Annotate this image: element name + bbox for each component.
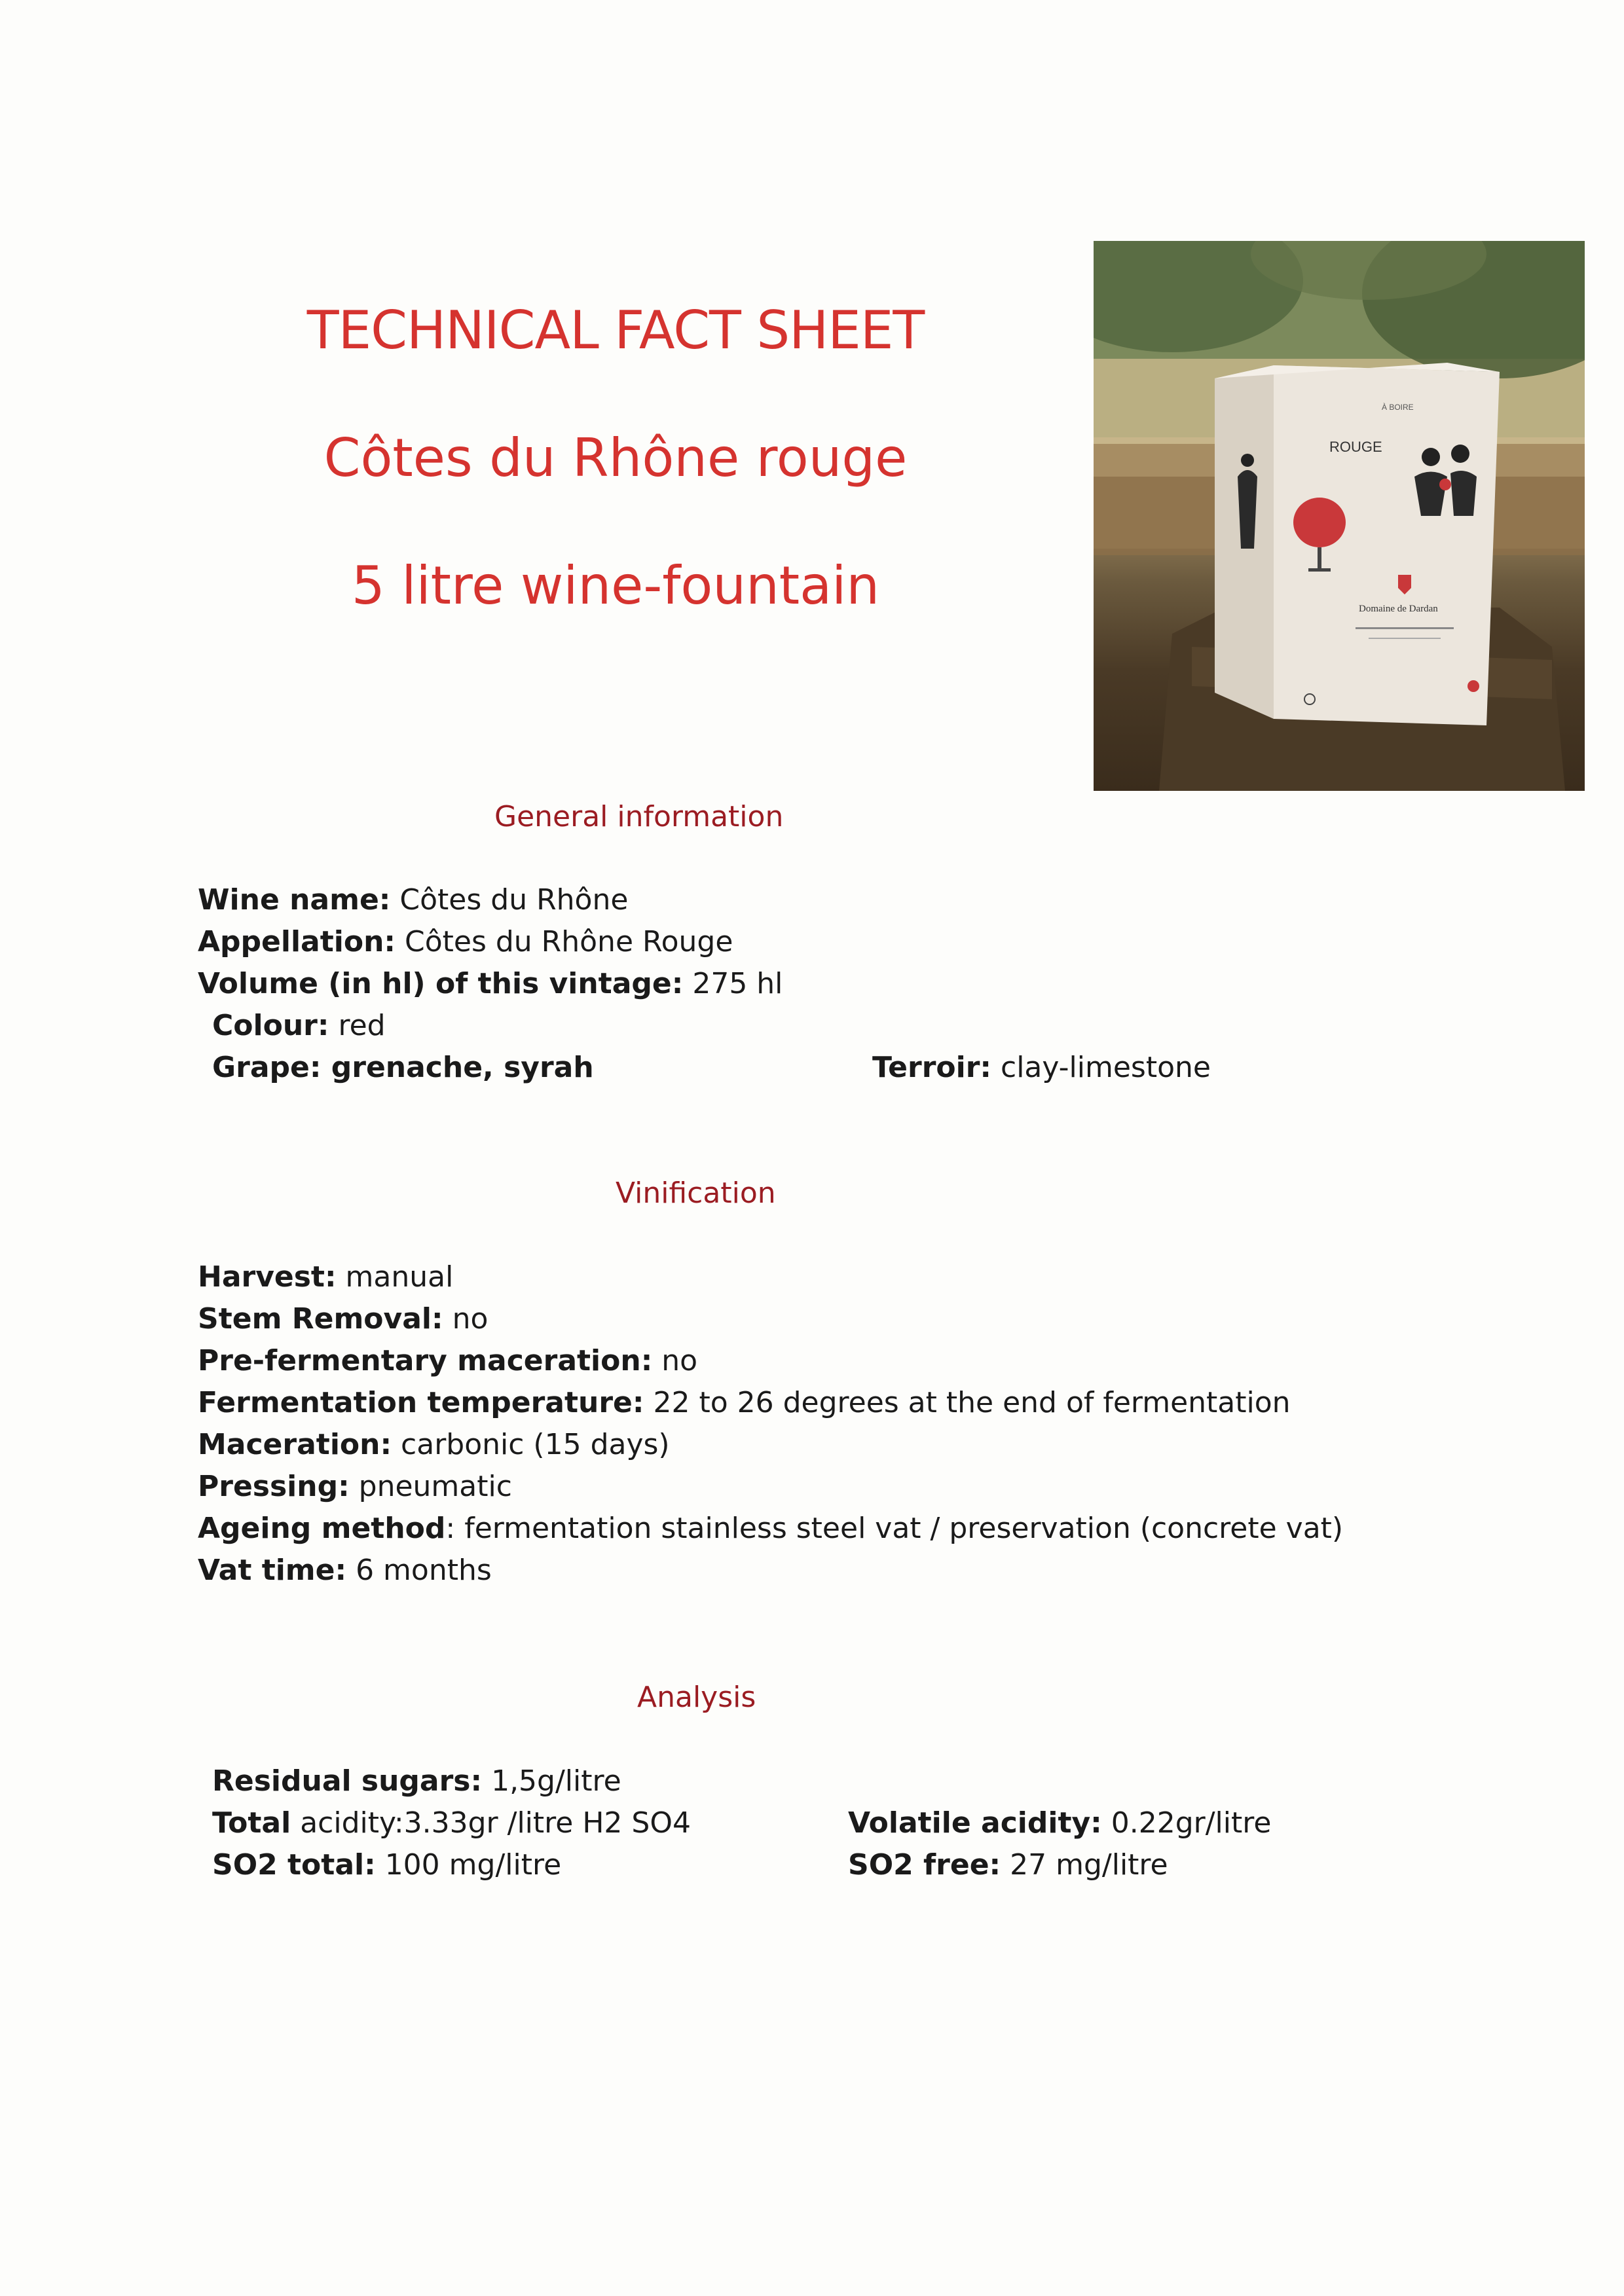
ageing-method-row [198, 1510, 1343, 1547]
total-acidity-row [212, 1805, 691, 1842]
volatile-acidity-row [848, 1805, 1271, 1842]
residual-sugars-label: Residual sugars: [212, 1764, 483, 1798]
maceration-row [198, 1427, 670, 1463]
maceration-label: Maceration: [198, 1428, 392, 1461]
volatile-acidity-value: 0.22gr/litre [1101, 1806, 1272, 1840]
terroir-row [872, 1049, 1211, 1086]
so2-total-value: 100 mg/litre [375, 1848, 562, 1882]
total-acidity-label: Total [212, 1806, 291, 1840]
so2-total-row [212, 1847, 561, 1884]
format-subtitle: 5 litre wine-fountain [351, 555, 880, 616]
general-info-heading: General information [494, 800, 784, 833]
vinification-heading: Vinification [616, 1176, 776, 1210]
volume-label: Volume (in hl) of this vintage: [198, 967, 684, 1000]
fermentation-temperature-label: Fermentation temperature: [198, 1386, 644, 1419]
vat-time-label: Vat time: [198, 1554, 347, 1587]
box-label-top: À BOIRE [1382, 403, 1414, 412]
stem-removal-label: Stem Removal: [198, 1302, 443, 1336]
wine-name-label: Wine name: [198, 883, 391, 917]
pre-fermentary-label: Pre-fermentary maceration: [198, 1344, 653, 1377]
maceration-value: carbonic (15 days) [392, 1428, 670, 1461]
terroir-value: clay-limestone [991, 1051, 1211, 1084]
colour-value: red [329, 1009, 386, 1042]
page-title: TECHNICAL FACT SHEET [306, 300, 925, 361]
so2-free-row [848, 1847, 1168, 1884]
terroir-label: Terroir: [872, 1051, 992, 1084]
total-acidity-value: acidity:3.33gr /litre H2 SO4 [291, 1806, 691, 1840]
wine-box-illustration [1094, 241, 1585, 791]
volume-value: 275 hl [683, 967, 783, 1000]
appellation-label: Appellation: [198, 925, 396, 958]
pressing-row [198, 1468, 512, 1505]
volatile-acidity-label: Volatile acidity: [848, 1806, 1102, 1840]
fermentation-temperature-row [198, 1385, 1291, 1421]
vat-time-value: 6 months [346, 1554, 492, 1587]
grape-label: Grape: grenache, syrah [212, 1051, 594, 1084]
pre-fermentary-row [198, 1343, 697, 1379]
wine-name-row [198, 882, 628, 919]
appellation-row [198, 924, 733, 960]
harvest-row [198, 1259, 453, 1296]
pressing-label: Pressing: [198, 1470, 350, 1503]
wine-subtitle: Côtes du Rhône rouge [323, 428, 908, 488]
wine-box-photo [1094, 241, 1585, 791]
analysis-heading: Analysis [637, 1681, 756, 1714]
ageing-method-value: : fermentation stainless steel vat / preservation (concrete vat) [445, 1512, 1344, 1545]
so2-free-label: SO2 free: [848, 1848, 1001, 1882]
residual-sugars-value: 1,5g/litre [482, 1764, 621, 1798]
harvest-label: Harvest: [198, 1260, 337, 1294]
harvest-value: manual [336, 1260, 454, 1294]
grape-row [212, 1049, 594, 1086]
vat-time-row [198, 1552, 492, 1589]
box-label-rouge: ROUGE [1329, 439, 1382, 455]
appellation-value: Côtes du Rhône Rouge [396, 925, 733, 958]
colour-label: Colour: [212, 1009, 329, 1042]
stem-removal-row [198, 1301, 488, 1338]
volume-row [198, 966, 783, 1002]
stem-removal-value: no [443, 1302, 489, 1336]
so2-total-label: SO2 total: [212, 1848, 376, 1882]
colour-row [212, 1008, 386, 1044]
box-label-domaine: Domaine de Dardan [1359, 604, 1438, 614]
fermentation-temperature-value: 22 to 26 degrees at the end of fermentation [644, 1386, 1291, 1419]
pressing-value: pneumatic [349, 1470, 512, 1503]
residual-sugars-row [212, 1763, 621, 1800]
wine-name-value: Côtes du Rhône [390, 883, 629, 917]
so2-free-value: 27 mg/litre [1001, 1848, 1168, 1882]
pre-fermentary-value: no [652, 1344, 698, 1377]
ageing-method-label: Ageing method [198, 1512, 446, 1545]
